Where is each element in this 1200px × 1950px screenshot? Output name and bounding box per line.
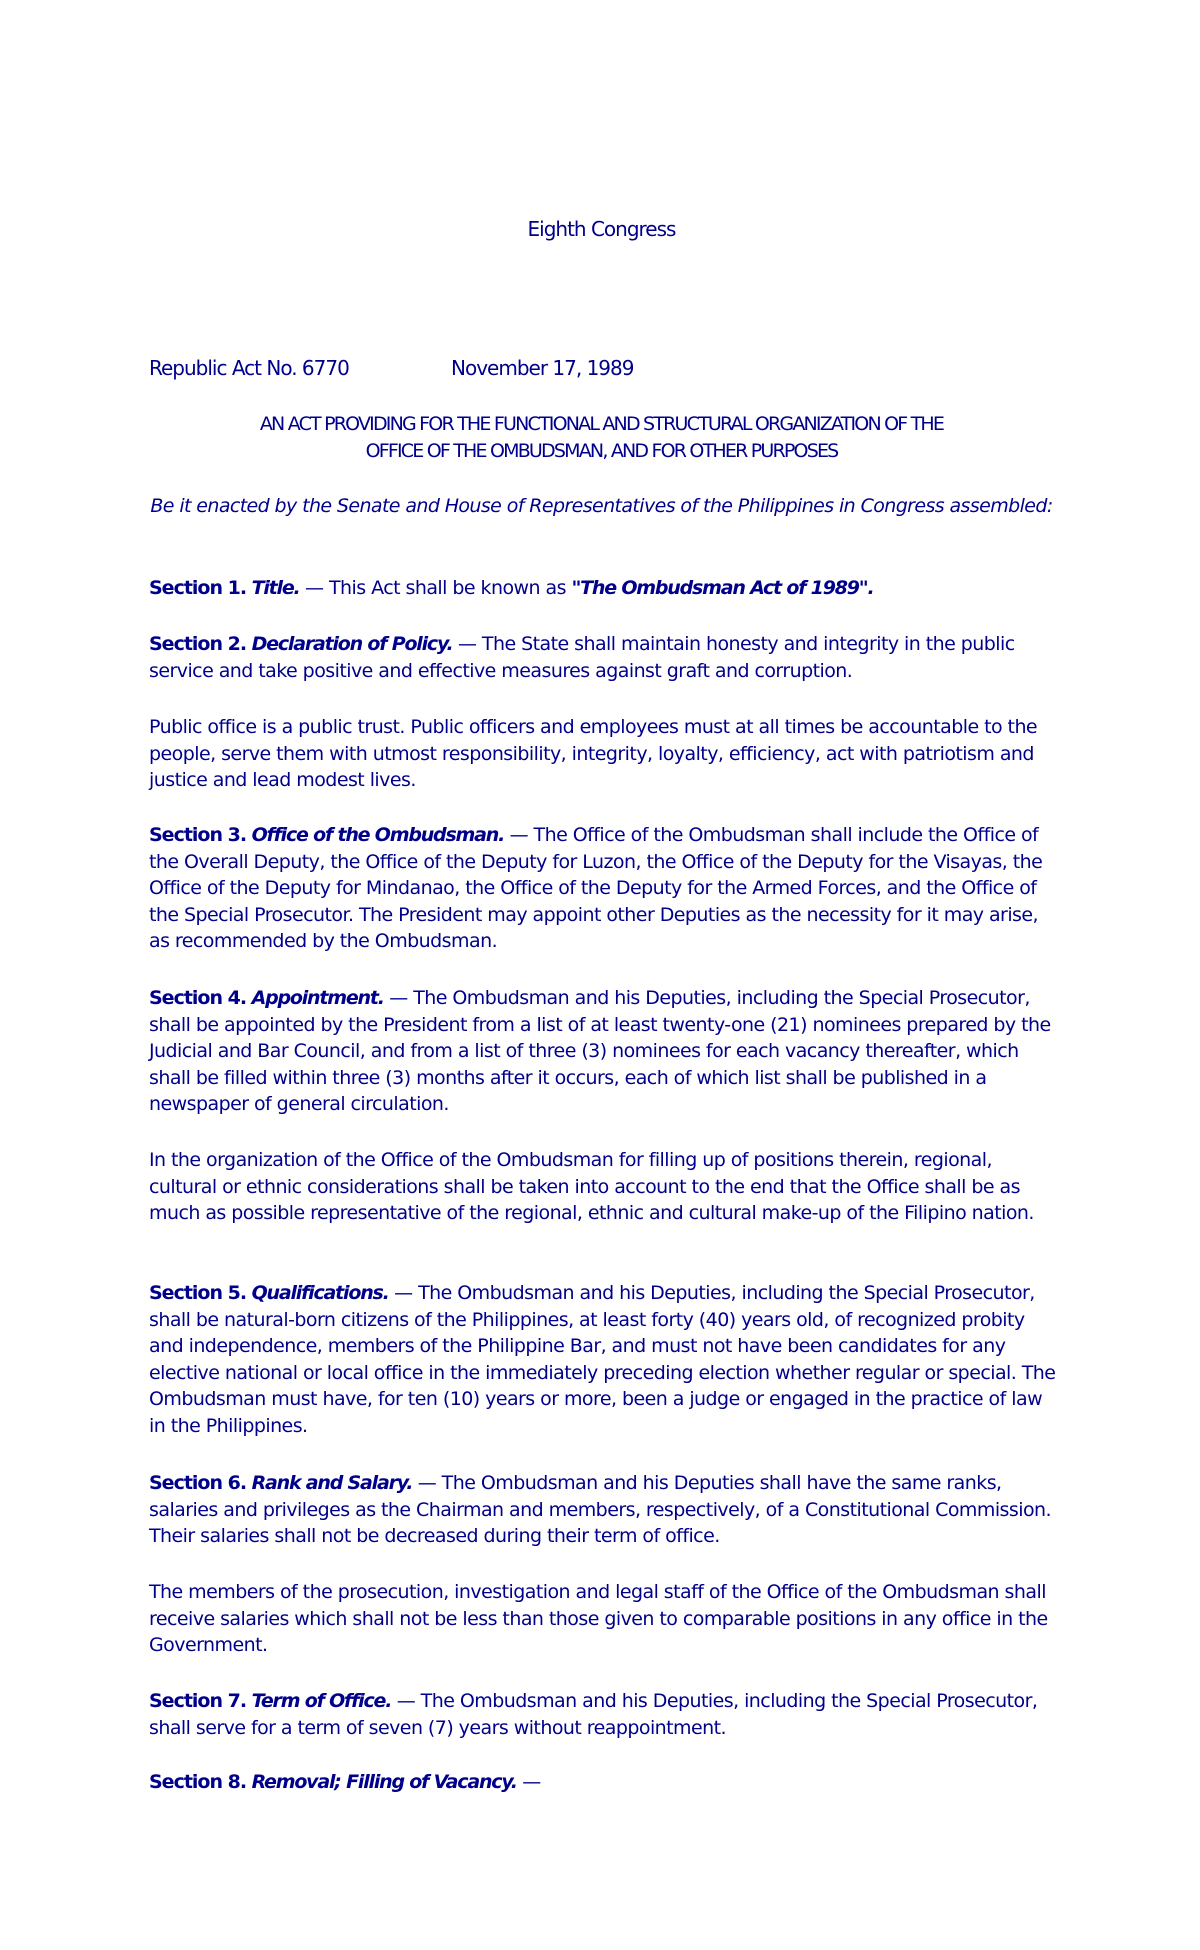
section-7-text: — The Ombudsman and his Deputies, including the Special Prosecutor, shall serve for a term of seven (7) years without reappointment.	[149, 1690, 1038, 1739]
section-3-text: — The Office of the Ombudsman shall include the Office of the Overall Deputy, the Office of the Deputy for Luzon, the Office of the Deputy for the Visayas, the Office of the Deputy for Mindanao, the Office of the Deputy for the Armed Forces, and the Office of the Special Prosecutor. The President may appoint other Deputies as the necessity for it may arise, as recommended by the Ombudsman.	[149, 824, 1043, 952]
section-4-label: Section 4.	[149, 987, 247, 1009]
act-title-line-2: OFFICE OF THE OMBUDSMAN, AND FOR OTHER PURPOSES	[365, 440, 838, 462]
section-6-label: Section 6.	[149, 1472, 247, 1494]
section-6-title: Rank and Salary.	[251, 1472, 413, 1494]
section-5	[149, 1280, 1059, 1439]
section-4	[149, 985, 1059, 1118]
section-7	[149, 1688, 1059, 1741]
section-4-text: — The Ombudsman and his Deputies, including the Special Prosecutor, shall be appointed by the President from a list of at least twenty-one (21) nominees prepared by the Judicial and Bar Council, and from a list of three (3) nominees for each vacancy thereafter, which shall be filled within three (3) months after it occurs, each of which list shall be published in a newspaper of general circulation.	[149, 987, 1051, 1115]
section-4-title: Appointment.	[251, 987, 384, 1009]
section-5-text: — The Ombudsman and his Deputies, including the Special Prosecutor, shall be natural-born citizens of the Philippines, at least forty (40) years old, of recognized probity and independence, members of the Philippine Bar, and must not have been candidates for any elective national or local office in the immediately preceding election whether regular or special. The Ombudsman must have, for ten (10) years or more, been a judge or engaged in the practice of law in the Philippines.	[149, 1282, 1056, 1437]
section-7-label: Section 7.	[149, 1690, 247, 1712]
section-6-text: — The Ombudsman and his Deputies shall have the same ranks, salaries and privileges as the Chairman and members, respectively, of a Constitutional Commission. Their salaries shall not be decreased during their term of office.	[149, 1472, 1052, 1547]
section-2-paragraph-2: Public office is a public trust. Public officers and employees must at all times be accountable to the people, serve them with utmost responsibility, integrity, loyalty, efficiency, act with patriotism and justice and lead modest lives.	[149, 716, 1038, 791]
section-2-label: Section 2.	[149, 633, 247, 655]
section-3-title: Office of the Ombudsman.	[251, 824, 505, 846]
section-2-title: Declaration of Policy.	[251, 633, 453, 655]
section-3	[149, 822, 1059, 955]
section-1-text: — This Act shall be known as	[299, 577, 572, 599]
republic-act-date: November 17, 1989	[451, 356, 634, 380]
section-8-title: Removal; Filling of Vacancy.	[251, 1771, 517, 1793]
enacting-clause: Be it enacted by the Senate and House of Representatives of the Philippines in Congress assembled:	[150, 495, 1053, 517]
section-3-label: Section 3.	[149, 824, 247, 846]
act-title-line-1: AN ACT PROVIDING FOR THE FUNCTIONAL AND STRUCTURAL ORGANIZATION OF THE	[259, 413, 944, 435]
congress-heading: Eighth Congress	[527, 217, 676, 241]
section-6-paragraph-2: The members of the prosecution, investigation and legal staff of the Office of the Ombudsman shall receive salaries which shall not be less than those given to comparable positions in any office in the Government.	[149, 1581, 1048, 1656]
section-2	[149, 631, 1059, 684]
section-1-act-name: "The Ombudsman Act of 1989".	[571, 577, 874, 599]
section-7-title: Term of Office.	[251, 1690, 392, 1712]
section-8-label: Section 8.	[149, 1771, 247, 1793]
section-1-label: Section 1.	[149, 577, 247, 599]
section-6	[149, 1470, 1059, 1550]
section-1	[149, 575, 1059, 602]
section-1-title: Title.	[251, 577, 300, 599]
section-5-title: Qualifications.	[251, 1282, 389, 1304]
republic-act-number: Republic Act No. 6770	[149, 356, 349, 380]
section-8	[149, 1769, 1059, 1796]
act-title	[149, 411, 1054, 465]
republic-act-line	[149, 356, 634, 380]
section-2-text: — The State shall maintain honesty and integrity in the public service and take positive and effective measures against graft and corruption.	[149, 633, 1015, 682]
section-4-paragraph-2: In the organization of the Office of the Ombudsman for filling up of positions therein, regional, cultural or ethnic considerations shall be taken into account to the end that the Office shall be as much as possible representative of the regional, ethnic and cultural make-up of the Filipino nation.	[149, 1149, 1034, 1224]
section-8-text: —	[516, 1771, 541, 1793]
section-5-label: Section 5.	[149, 1282, 247, 1304]
